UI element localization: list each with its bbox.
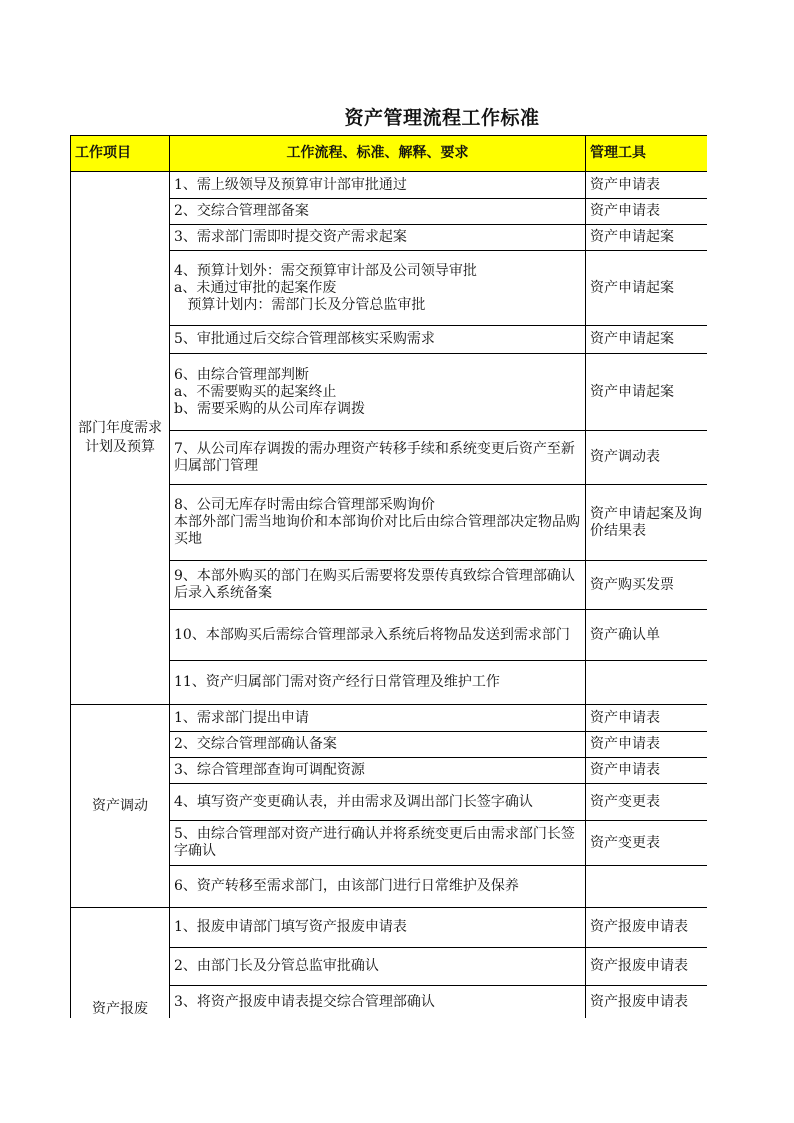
tool-cell: 资产报废申请表 [586,985,708,1018]
process-cell: 4、填写资产变更确认表，并由需求及调出部门长签字确认 [170,784,586,821]
process-line: b、需要采购的从公司库存调拨 [174,400,365,417]
header-work-item: 工作项目 [71,136,170,172]
process-line: 8、公司无库存时需由综合管理部采购询价 [174,497,435,513]
tool-cell: 资产申请起案 [586,326,708,354]
process-cell [170,354,586,431]
process-cell: 7、从公司库存调拨的需办理资产转移手续和系统变更后资产至新归属部门管理 [170,431,586,485]
process-line: 6、由综合管理部判断 [174,366,309,383]
tool-cell: 资产申请表 [586,199,708,225]
tool-cell: 资产申请起案 [586,225,708,251]
table-row [71,172,708,199]
category-cell: 资产报废 [71,908,170,1019]
category-cell: 部门年度需求计划及预算 [71,172,170,705]
header-process: 工作流程、标准、解释、要求 [170,136,586,172]
header-tools: 管理工具 [586,136,708,172]
process-cell: 5、由综合管理部对资产进行确认并将系统变更后由需求部门长签字确认 [170,821,586,866]
tool-cell: 资产购买发票 [586,561,708,610]
tool-cell: 资产申请表 [586,172,708,199]
process-cell: 6、资产转移至需求部门，由该部门进行日常维护及保养 [170,866,586,908]
tool-cell: 资产变更表 [586,784,708,821]
tool-cell [586,866,708,908]
standards-table [70,135,707,1018]
process-cell: 11、资产归属部门需对资产经行日常管理及维护工作 [170,661,586,705]
process-cell: 3、综合管理部查询可调配资源 [170,758,586,784]
process-line: a、不需要购买的起案终止 [174,383,337,400]
tool-cell [586,661,708,705]
process-cell: 1、需求部门提出申请 [170,705,586,732]
tool-cell: 资产确认单 [586,610,708,661]
tool-cell: 资产申请表 [586,732,708,758]
tool-cell: 资产调动表 [586,431,708,485]
process-cell: 1、需上级领导及预算审计部审批通过 [170,172,586,199]
tool-cell: 资产申请起案及询价结果表 [586,485,708,561]
process-cell: 3、将资产报废申请表提交综合管理部确认 [170,985,586,1018]
tool-cell: 资产申请起案 [586,251,708,326]
process-cell: 2、交综合管理部确认备案 [170,732,586,758]
process-cell: 9、本部外购买的部门在购买后需要将发票传真致综合管理部确认后录入系统备案 [170,561,586,610]
process-line: 本部外部门需当地询价和本部询价对比后由综合管理部决定物品购买地 [174,514,580,547]
process-line: 预算计划内：需部门长及分管总监审批 [174,296,426,313]
process-line: a、未通过审批的起案作废 [174,279,337,296]
table-body [71,172,708,1019]
process-line: 4、预算计划外：需交预算审计部及公司领导审批 [174,262,477,279]
page-title: 资产管理流程工作标准 [344,107,540,129]
process-cell: 3、需求部门需即时提交资产需求起案 [170,225,586,251]
tool-cell: 资产申请表 [586,705,708,732]
tool-cell: 资产报废申请表 [586,908,708,948]
process-cell [170,485,586,561]
process-cell: 1、报废申请部门填写资产报废申请表 [170,908,586,948]
standards-table-viewport [70,135,707,1018]
process-cell [170,251,586,326]
header-row [71,136,708,172]
process-cell: 10、本部购买后需综合管理部录入系统后将物品发送到需求部门 [170,610,586,661]
tool-cell: 资产变更表 [586,821,708,866]
process-cell: 2、由部门长及分管总监审批确认 [170,948,586,985]
process-cell: 2、交综合管理部备案 [170,199,586,225]
tool-cell: 资产申请起案 [586,354,708,431]
tool-cell: 资产申请表 [586,758,708,784]
category-cell: 资产调动 [71,705,170,908]
table-row [71,705,708,732]
process-cell: 5、审批通过后交综合管理部核实采购需求 [170,326,586,354]
tool-cell: 资产报废申请表 [586,948,708,985]
table-row [71,908,708,948]
